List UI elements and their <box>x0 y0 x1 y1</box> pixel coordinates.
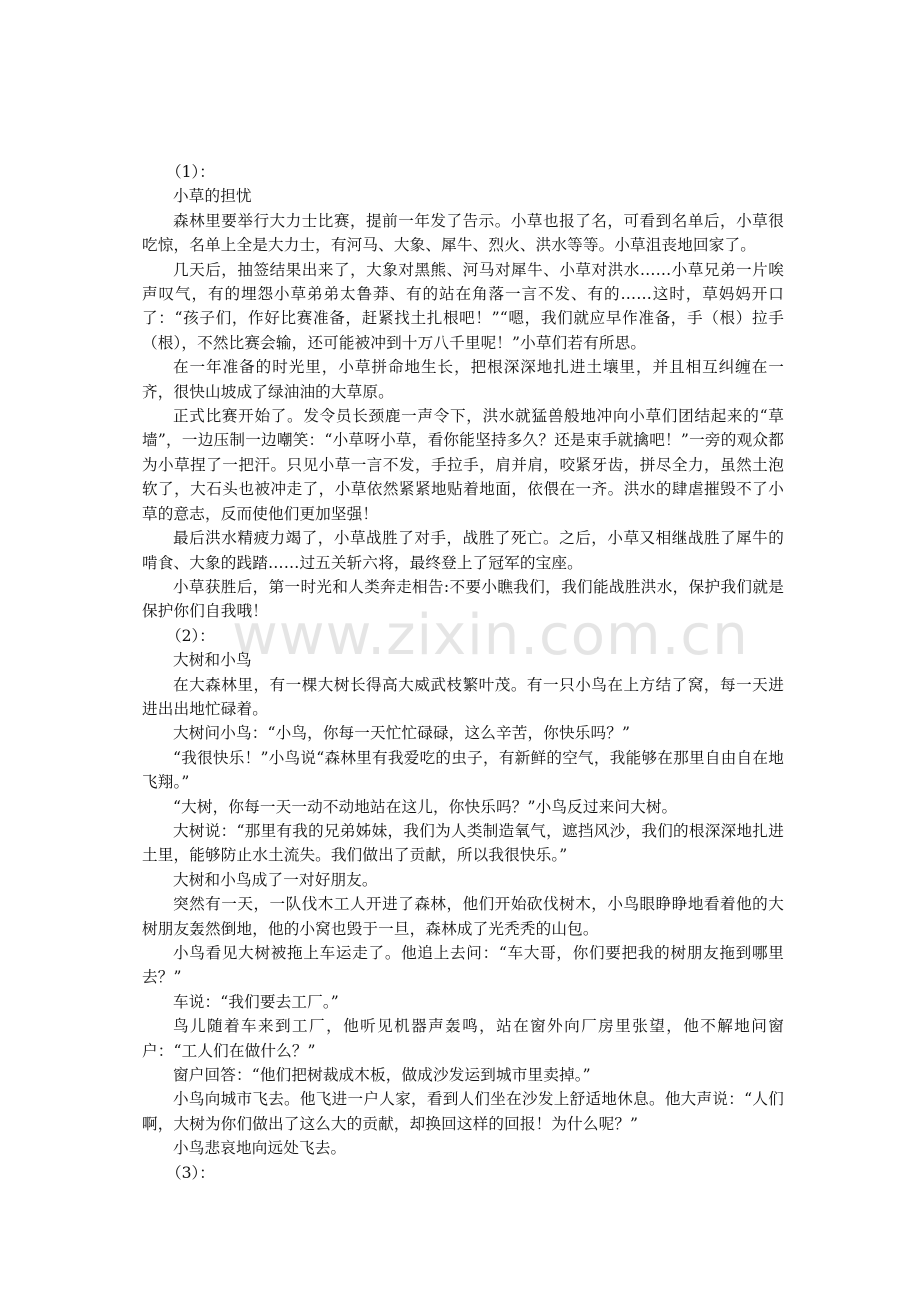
paragraph: 正式比赛开始了。发令员长颈鹿一声令下，洪水就猛兽般地冲向小草们团结起来的“草墙”，一边压制一边嘲笑：“小草呀小草，看你能坚持多久？还是束手就擒吧！”一旁的观众都为小草捏了一把汗。只见小草一言不发，手拉手，肩并肩，咬紧牙齿，拼尽全力，虽然土泡软了，大石头也被冲走了，小草依然紧紧地贴着地面，依偎在一齐。洪水的肆虐摧毁不了小草的意志，反而使他们更加坚强！ <box>142 407 784 523</box>
paragraph: “大树，你每一天一动不动地站在这儿，你快乐吗？”小鸟反过来问大树。 <box>173 797 678 816</box>
paragraph: 窗户回答：“他们把树裁成木板，做成沙发运到城市里卖掉。” <box>173 1066 591 1085</box>
paragraph: 鸟儿随着车来到工厂，他听见机器声轰鸣，站在窗外向厂房里张望，他不解地问窗户：“工人们在做什么？” <box>142 1017 784 1060</box>
paragraph: 小鸟看见大树被拖上车运走了。他追上去问：“车大哥，你们要把我的树朋友拖到哪里去？” <box>142 944 784 987</box>
paragraph: 大树和小鸟成了一对好朋友。 <box>173 870 378 889</box>
paragraph: 突然有一天，一队伐木工人开进了森林，他们开始砍伐树木，小鸟眼睁睁地看着他的大树朋友轰然倒地，他的小窝也毁于一旦，森林成了光秃秃的山包。 <box>142 895 784 938</box>
paragraph: “我很快乐！”小鸟说“森林里有我爱吃的虫子，有新鲜的空气，我能够在那里自由自在地飞翔。” <box>142 748 784 792</box>
story-title-1: 小草的担忧 <box>173 187 252 206</box>
paragraph: 在一年准备的时光里，小草拼命地生长，把根深深地扎进土壤里，并且相互纠缠在一齐，很快山坡成了绿油油的大草原。 <box>142 358 784 401</box>
paragraph: 小鸟向城市飞去。他飞进一户人家，看到人们坐在沙发上舒适地休息。他大声说：“人们啊，大树为你们做出了这么大的贡献，却换回这样的回报！为什么呢？” <box>142 1090 784 1133</box>
paragraph: 大树说：“那里有我的兄弟姊妹，我们为人类制造氧气，遮挡风沙，我们的根深深地扎进土里，能够防止水土流失。我们做出了贡献，所以我很快乐。” <box>142 821 784 865</box>
paragraph: 在大森林里，有一棵大树长得高大威武枝繁叶茂。有一只小鸟在上方结了窝，每一天进进出出地忙碌着。 <box>142 675 784 718</box>
section-marker-3: （3）： <box>166 1163 215 1182</box>
section-marker-1: （1）： <box>166 163 215 181</box>
paragraph: 几天后，抽签结果出来了，大象对黑熊、河马对犀牛、小草对洪水……小草兄弟一片唉声叹气，有的埋怨小草弟弟太鲁莽、有的站在角落一言不发、有的……这时，草妈妈开口了：“孩子们，作好比赛准备，赶紧找土扎根吧！”“嗯，我们就应早作准备，手（根）拉手（根），不然比赛会输，还可能被冲到十万八千里呢！”小草们若有所思。 <box>142 260 784 352</box>
section-marker-2: （2）： <box>166 626 215 645</box>
story-title-2: 大树和小鸟 <box>173 651 252 670</box>
paragraph: 车说：“我们要去工厂。” <box>173 992 339 1011</box>
paragraph: 森林里要举行大力士比赛，提前一年发了告示。小草也报了名，可看到名单后，小草很吃惊，名单上全是大力士，有河马、大象、犀牛、烈火、洪水等等。小草沮丧地回家了。 <box>142 211 784 255</box>
watermark: www.zixin.com.cn <box>232 603 749 668</box>
paragraph: 大树问小鸟：“小鸟，你每一天忙忙碌碌，这么辛苦，你快乐吗？” <box>173 724 631 743</box>
paragraph: 小草获胜后，第一时光和人类奔走相告:不要小瞧我们，我们能战胜洪水，保护我们就是保护你们自我哦！ <box>142 577 784 621</box>
paragraph: 最后洪水精疲力竭了，小草战胜了对手，战胜了死亡。之后，小草又相继战胜了犀牛的啃食、大象的践踏……过五关斩六将，最终登上了冠军的宝座。 <box>142 529 784 572</box>
paragraph: 小鸟悲哀地向远处飞去。 <box>173 1139 347 1158</box>
document-body <box>142 160 784 1185</box>
